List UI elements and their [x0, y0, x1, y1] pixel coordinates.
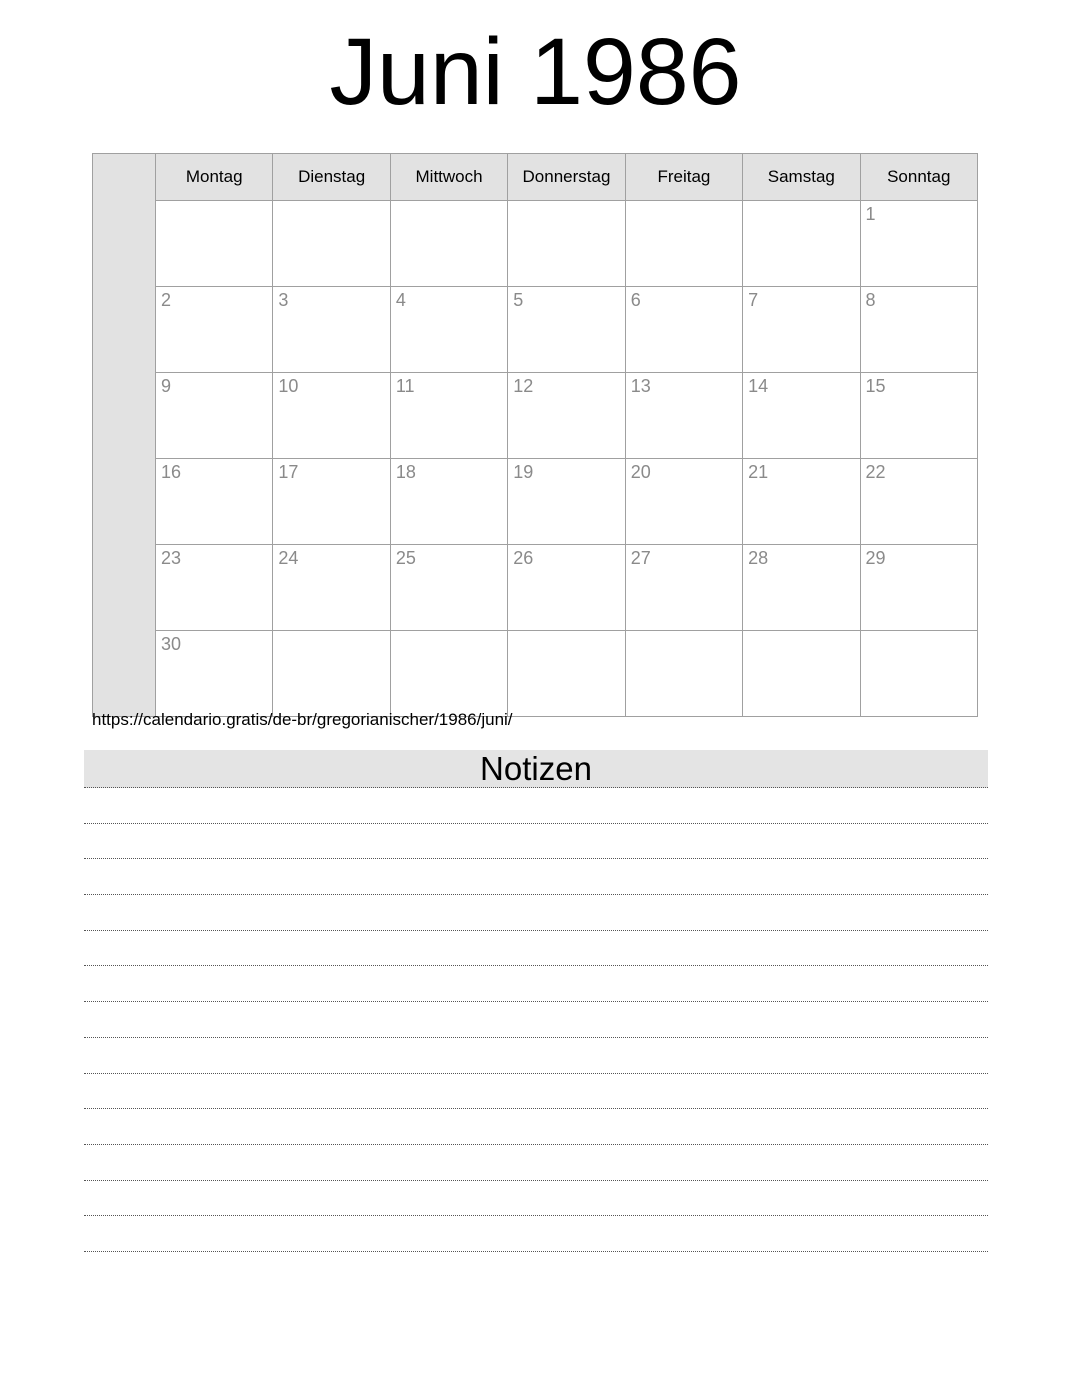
- calendar-day-cell: [390, 545, 507, 631]
- calendar-day-cell: [860, 201, 977, 287]
- calendar-day-cell: [743, 459, 860, 545]
- note-line: [84, 966, 988, 1002]
- calendar-day-cell: [860, 459, 977, 545]
- calendar-day-cell: [156, 459, 273, 545]
- day-number: 26: [513, 548, 534, 568]
- day-number: 29: [865, 548, 886, 568]
- weekday-header: Montag: [156, 154, 273, 201]
- calendar-day-cell: [390, 459, 507, 545]
- calendar-day-cell: [390, 287, 507, 373]
- day-number: 7: [748, 290, 759, 310]
- calendar-day-cell: [625, 545, 742, 631]
- day-number: 2: [161, 290, 172, 310]
- day-number: 8: [865, 290, 876, 310]
- weekday-header: Samstag: [743, 154, 860, 201]
- calendar-day-cell: [156, 545, 273, 631]
- day-number: 12: [513, 376, 534, 396]
- calendar-empty-cell: [390, 631, 507, 717]
- calendar-empty-cell: [273, 631, 390, 717]
- note-line: [84, 1074, 988, 1110]
- calendar-week-row: [93, 459, 978, 545]
- day-number: 9: [161, 376, 172, 396]
- day-number: 13: [630, 376, 651, 396]
- day-number: 19: [513, 462, 534, 482]
- calendar-day-cell: [625, 373, 742, 459]
- day-number: 11: [395, 376, 415, 396]
- day-number: 27: [630, 548, 651, 568]
- calendar-week-row: [93, 287, 978, 373]
- note-line: [84, 824, 988, 860]
- calendar-day-cell: [743, 373, 860, 459]
- day-number: 22: [865, 462, 886, 482]
- day-number: 14: [748, 376, 769, 396]
- calendar-day-cell: [273, 373, 390, 459]
- day-number: 20: [630, 462, 651, 482]
- day-number: 6: [630, 290, 641, 310]
- day-number: 23: [161, 548, 182, 568]
- weekday-header: Mittwoch: [390, 154, 507, 201]
- note-line: [84, 1181, 988, 1217]
- notes-lines: [84, 788, 988, 1252]
- source-url: https://calendario.gratis/de-br/gregorianischer/1986/juni/: [92, 710, 513, 729]
- calendar-day-cell: [156, 373, 273, 459]
- note-line: [84, 788, 988, 824]
- calendar-day-cell: [156, 287, 273, 373]
- day-number: 10: [278, 376, 299, 396]
- calendar-day-cell: [860, 373, 977, 459]
- calendar-week-row: [93, 201, 978, 287]
- notes-title: Notizen: [480, 750, 592, 787]
- calendar-day-cell: [625, 287, 742, 373]
- calendar-day-cell: [743, 545, 860, 631]
- weekday-header: Dienstag: [273, 154, 390, 201]
- calendar-day-cell: [743, 287, 860, 373]
- calendar-empty-cell: [625, 631, 742, 717]
- note-line: [84, 1216, 988, 1252]
- day-number: 21: [748, 462, 769, 482]
- weekday-header: Donnerstag: [508, 154, 625, 201]
- calendar-day-cell: [860, 287, 977, 373]
- calendar-day-cell: [508, 545, 625, 631]
- calendar-empty-cell: [390, 201, 507, 287]
- note-line: [84, 1145, 988, 1181]
- calendar-week-row: [93, 373, 978, 459]
- calendar-day-cell: [273, 459, 390, 545]
- calendar-empty-cell: [156, 201, 273, 287]
- note-line: [84, 895, 988, 931]
- calendar-empty-cell: [508, 631, 625, 717]
- note-line: [84, 859, 988, 895]
- day-number: 24: [278, 548, 299, 568]
- day-number: 15: [865, 376, 886, 396]
- calendar-empty-cell: [743, 201, 860, 287]
- calendar-day-cell: [156, 631, 273, 717]
- calendar-empty-cell: [508, 201, 625, 287]
- calendar-empty-cell: [860, 631, 977, 717]
- week-number-column: [93, 154, 156, 717]
- day-number: 3: [278, 290, 289, 310]
- calendar-day-cell: [390, 373, 507, 459]
- weekday-header-row: [93, 154, 978, 201]
- calendar-day-cell: [860, 545, 977, 631]
- calendar-day-cell: [625, 459, 742, 545]
- calendar-day-cell: [273, 545, 390, 631]
- day-number: 28: [748, 548, 769, 568]
- calendar-empty-cell: [625, 201, 742, 287]
- note-line: [84, 1109, 988, 1145]
- weekday-header: Freitag: [625, 154, 742, 201]
- calendar-day-cell: [273, 287, 390, 373]
- weekday-header: Sonntag: [860, 154, 977, 201]
- day-number: 25: [395, 548, 416, 568]
- day-number: 16: [161, 462, 182, 482]
- calendar-week-row: [93, 631, 978, 717]
- page-title: Juni 1986: [329, 19, 742, 125]
- day-number: 5: [513, 290, 524, 310]
- day-number: 4: [395, 290, 406, 310]
- note-line: [84, 1038, 988, 1074]
- note-line: [84, 931, 988, 967]
- calendar-week-row: [93, 545, 978, 631]
- day-number: 18: [395, 462, 416, 482]
- calendar-empty-cell: [273, 201, 390, 287]
- calendar-empty-cell: [743, 631, 860, 717]
- note-line: [84, 1002, 988, 1038]
- calendar-body: [93, 154, 978, 717]
- day-number: 17: [278, 462, 299, 482]
- calendar-day-cell: [508, 287, 625, 373]
- notes-header: [84, 750, 988, 788]
- calendar-day-cell: [508, 373, 625, 459]
- day-number: 1: [865, 204, 876, 224]
- calendar-day-cell: [508, 459, 625, 545]
- calendar-table: [92, 153, 978, 717]
- day-number: 30: [161, 634, 182, 654]
